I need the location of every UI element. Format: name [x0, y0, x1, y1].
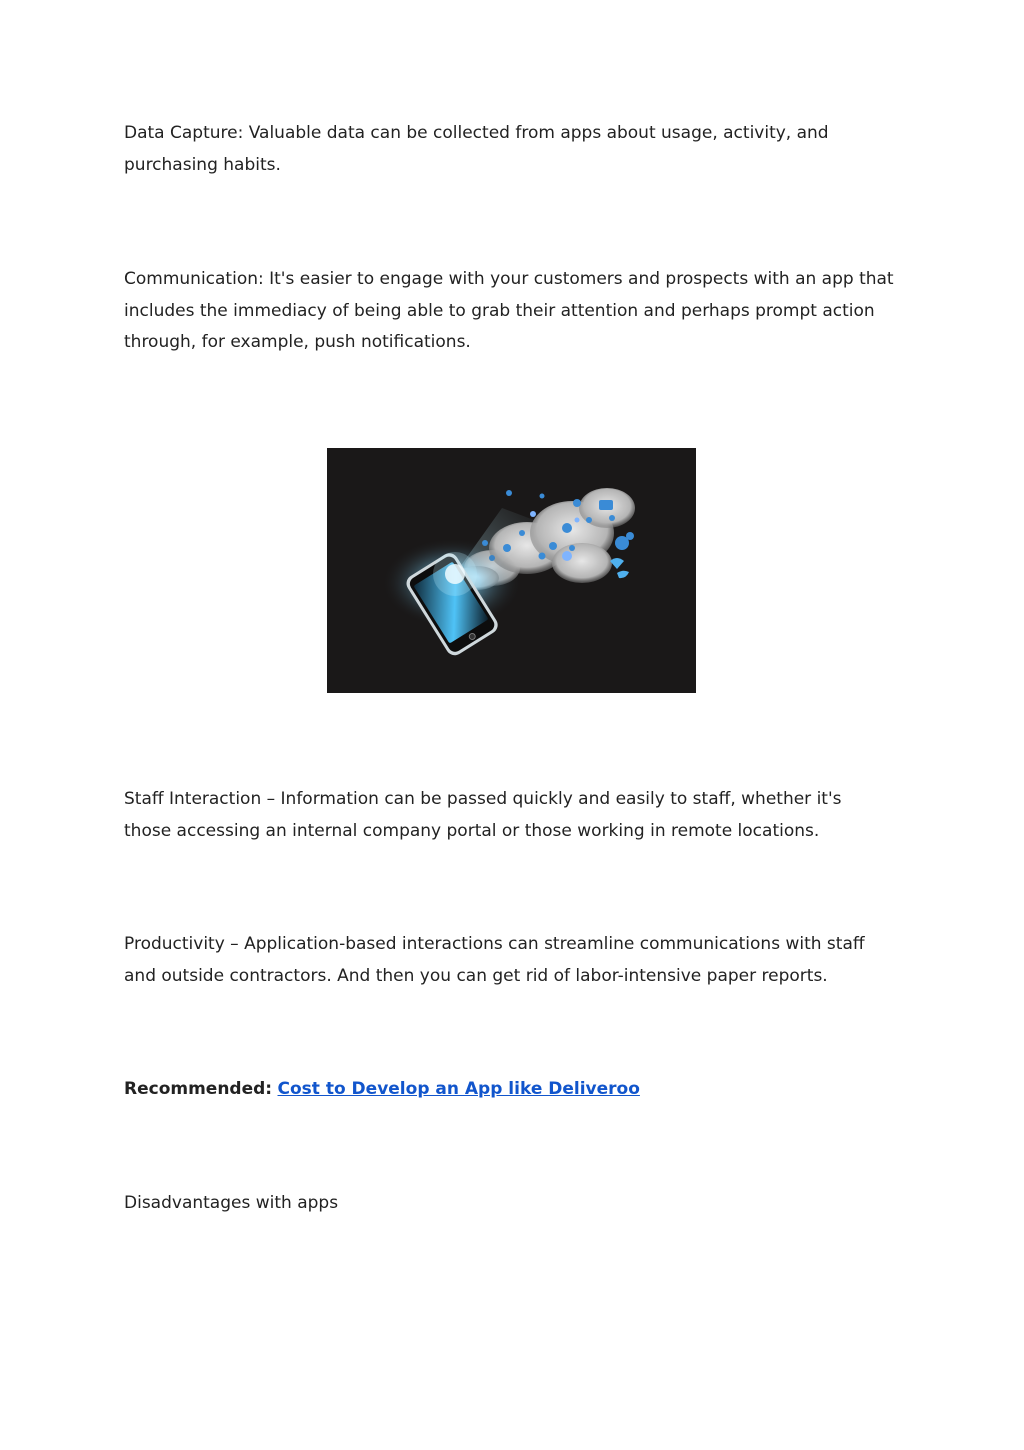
- heading-disadvantages: Disadvantages with apps: [124, 1193, 339, 1213]
- recommended-link[interactable]: Cost to Develop an App like Deliveroo: [277, 1079, 640, 1099]
- paragraph-communication: Communication: It's easier to engage with your customers and prospects with an app that includes the immediacy of being able to grab their attention and perhaps prompt action through, for example, push notifications.: [124, 269, 894, 352]
- paragraph-productivity: Productivity – Application-based interactions can streamline communications with staff and outside contractors. And then you can get rid of labor-intensive paper reports.: [124, 934, 865, 986]
- recommended-line: [124, 1074, 894, 1106]
- paragraph-staff-interaction: Staff Interaction – Information can be passed quickly and easily to staff, whether it's those accessing an internal company portal or those working in remote locations.: [124, 789, 842, 841]
- smartphone-cloud-icon: [327, 448, 696, 693]
- recommended-label: Recommended:: [124, 1079, 273, 1099]
- paragraph-data-capture: Data Capture: Valuable data can be collected from apps about usage, activity, and purchasing habits.: [124, 123, 829, 175]
- smartphone-cloud-illustration: [327, 448, 696, 693]
